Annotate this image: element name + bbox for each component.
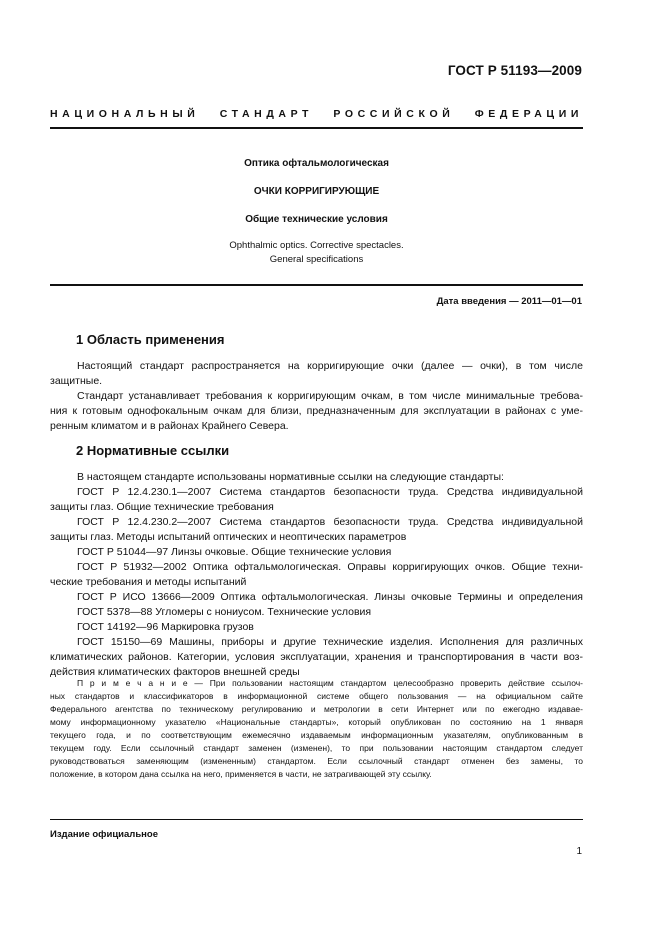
reference-line: ческие требования и методы испытаний bbox=[50, 576, 247, 588]
note-line: мому информационному указателю «Национальные стандарты», который опубликован по состоянию на 1 января bbox=[50, 717, 583, 727]
section-1-heading: 1 Область применения bbox=[76, 332, 225, 347]
note-line: П р и м е ч а н и е — При пользовании настоящим стандартом целесообразно проверить действие ссылоч- bbox=[77, 678, 583, 688]
title-english-line-2: General specifications bbox=[269, 254, 364, 265]
page-number: 1 bbox=[576, 846, 582, 857]
national-standard-banner: НАЦИОНАЛЬНЫЙ СТАНДАРТ РОССИЙСКОЙ ФЕДЕРАЦИИ bbox=[50, 108, 583, 120]
note-line: текущем году. Если ссылочный стандарт заменен (изменен), то при пользовании настоящим стандартом следует bbox=[50, 743, 583, 753]
note-line: руководствоваться заменяющим (измененным) стандартом. Если ссылочный стандарт отменен без замены, то bbox=[50, 756, 583, 766]
reference-line: ГОСТ Р ИСО 13666—2009 Оптика офтальмологическая. Линзы очковые Термины и определения bbox=[77, 591, 583, 603]
paragraph-line: Стандарт устанавливает требования к корригирующим очкам, в том числе минимальные требова- bbox=[77, 390, 583, 402]
reference-line: защиты глаз. Методы испытаний оптических и неоптических параметров bbox=[50, 531, 407, 543]
title-subtitle: Общие технические условия bbox=[245, 214, 388, 225]
reference-line: ГОСТ 5378—88 Угломеры с нониусом. Технические условия bbox=[77, 606, 372, 618]
reference-line: ГОСТ Р 12.4.230.1—2007 Система стандартов безопасности труда. Средства индивидуальной bbox=[77, 486, 583, 498]
official-edition-label: Издание официальное bbox=[50, 829, 158, 840]
top-divider bbox=[50, 127, 583, 129]
reference-line: действия климатических факторов внешней среды bbox=[50, 666, 300, 678]
document-code: ГОСТ Р 51193—2009 bbox=[447, 63, 582, 78]
note-line: положение, в котором дана ссылка на него, применяется в части, не затрагивающей эту ссылку. bbox=[50, 769, 432, 779]
paragraph-line: В настоящем стандарте использованы нормативные ссылки на следующие стандарты: bbox=[77, 471, 504, 483]
paragraph-line: защитные. bbox=[50, 375, 103, 387]
title-domain: Оптика офтальмологическая bbox=[244, 158, 389, 169]
title-main: ОЧКИ КОРРИГИРУЮЩИЕ bbox=[253, 186, 380, 197]
note-line: текущего года, и по соответствующим ежемесячно издаваемым информационным указателям, опубликованным в bbox=[50, 730, 583, 740]
footer-divider bbox=[50, 819, 583, 820]
note-line: ных стандартов и классификаторов в информационной системе общего пользования — на официальном сайте bbox=[50, 691, 583, 701]
reference-line: ГОСТ Р 51044—97 Линзы очковые. Общие технические условия bbox=[77, 546, 392, 558]
reference-line: ГОСТ 15150—69 Машины, приборы и другие технические изделия. Исполнения для различных bbox=[77, 636, 583, 648]
reference-line: ГОСТ Р 12.4.230.2—2007 Система стандартов безопасности труда. Средства индивидуальной bbox=[77, 516, 583, 528]
section-2-heading: 2 Нормативные ссылки bbox=[76, 443, 230, 458]
paragraph-line: ния к готовым однофокальным очкам для близи, предназначенным для эксплуатации в районах с уме- bbox=[50, 405, 583, 417]
title-divider bbox=[50, 284, 583, 286]
introduction-date: Дата введения — 2011—01—01 bbox=[436, 296, 582, 307]
reference-line: ГОСТ Р 51932—2002 Оптика офтальмологическая. Оправы корригирующих очков. Общие техни- bbox=[77, 561, 583, 573]
reference-line: климатических районов. Категории, условия эксплуатации, хранения и транспортирования в части воз- bbox=[50, 651, 583, 663]
paragraph-line: Настоящий стандарт распространяется на корригирующие очки (далее — очки), в том числе bbox=[77, 360, 583, 372]
title-english-line-1: Ophthalmic optics. Corrective spectacles. bbox=[229, 240, 404, 251]
reference-line: ГОСТ 14192—96 Маркировка грузов bbox=[77, 621, 254, 633]
paragraph-line: ренным климатом и в районах Крайнего Севера. bbox=[50, 420, 289, 432]
reference-line: защиты глаз. Общие технические требования bbox=[50, 501, 274, 513]
note-line: Федерального агентства по техническому регулированию и метрологии в сети Интернет или по ежегодно издавае- bbox=[50, 704, 583, 714]
